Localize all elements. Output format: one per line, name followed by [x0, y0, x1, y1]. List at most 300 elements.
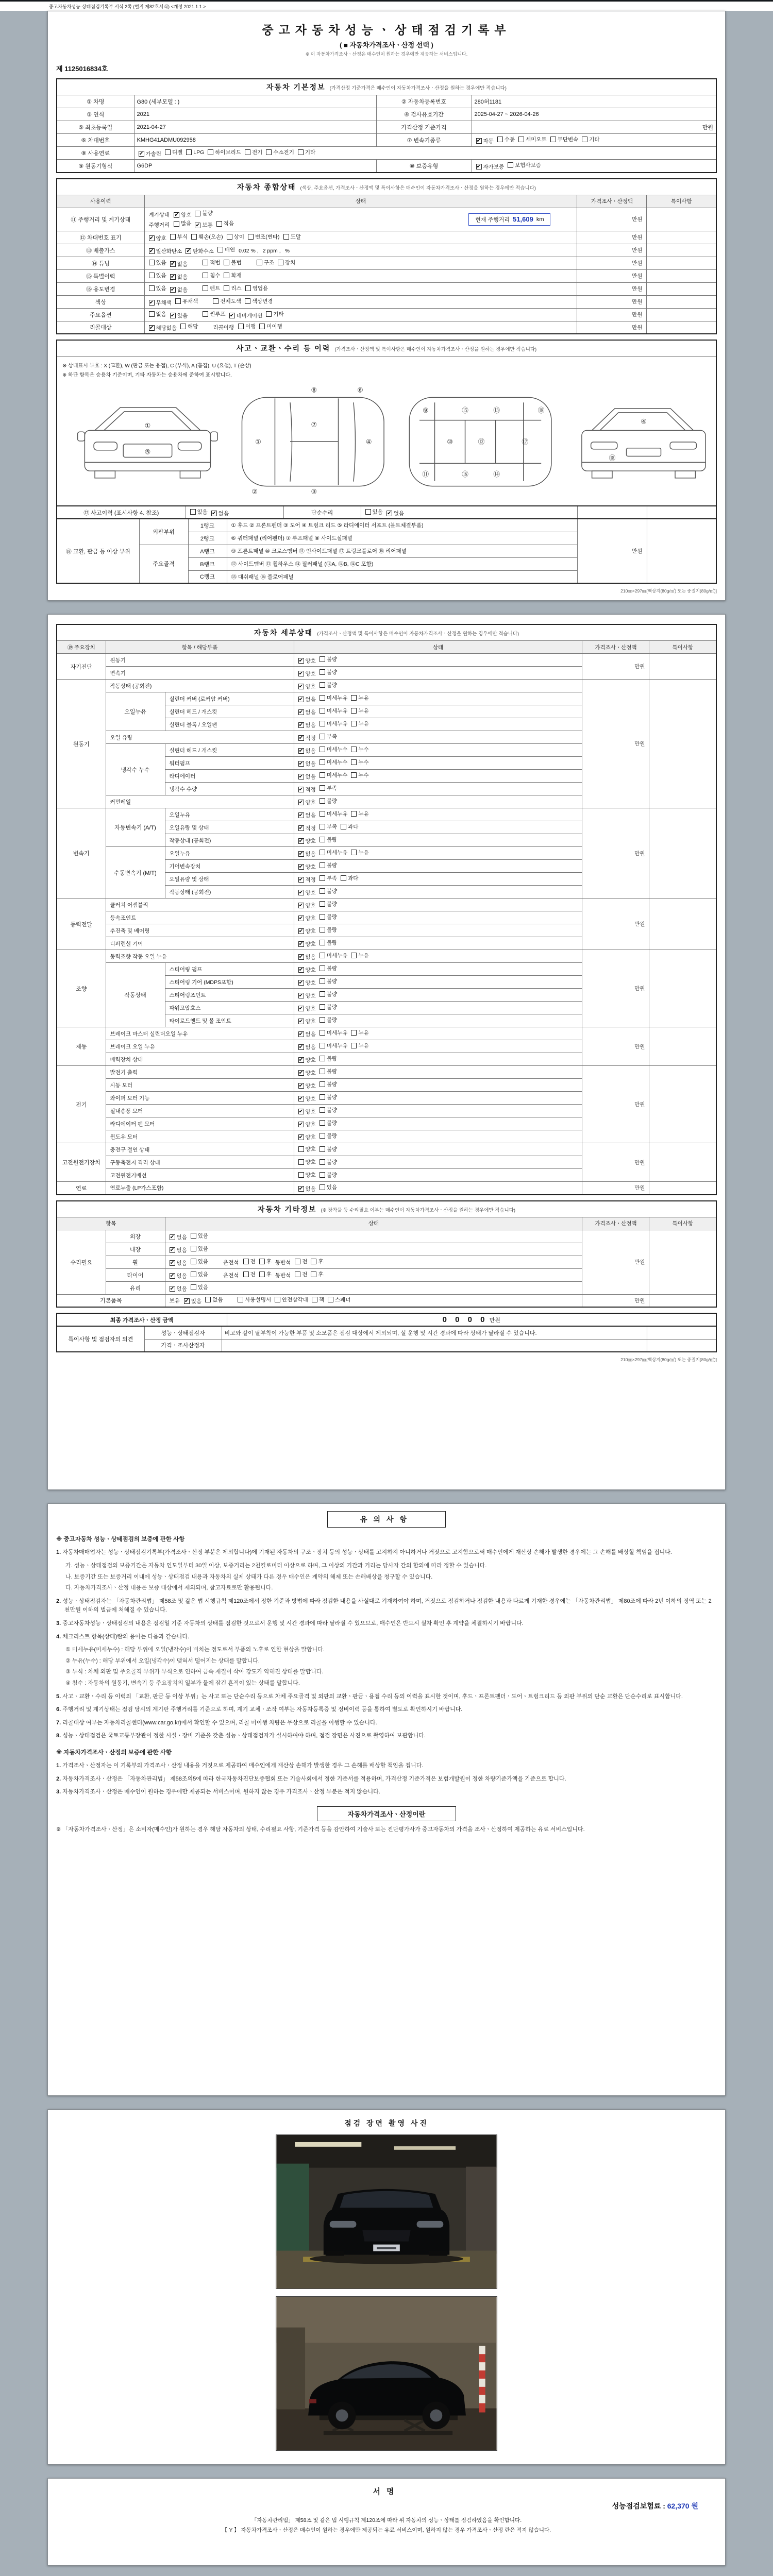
checkbox-option[interactable]: 해당 — [180, 323, 198, 330]
checkbox-option[interactable]: 양호 — [298, 1158, 316, 1166]
checkbox-option[interactable]: 과다 — [341, 874, 358, 882]
device-item: 브레이크 마스터 실린더오일 누유 — [106, 1027, 294, 1040]
state-code-legend: ※ 상태표시 부호 : X (교환), W (판금 또는 용접), C (부식), A (흠집), U (요철), T (손상) — [62, 363, 251, 369]
checkbox-option[interactable]: 전기 — [245, 148, 262, 156]
checkbox-option[interactable]: 있음 — [191, 1258, 208, 1265]
column-header: 상태 — [144, 195, 577, 208]
notice-item: 2. 자동차가격조사ㆍ산정은 「자동차관리법」 제58조의5에 따라 한국자동차진단보증협회 또는 기술사회에서 정한 기준서를 적용하며, 가격산정 기준가격은 보험개발원이 정한 차량기준가액을 기준으로 합니다. — [56, 1775, 566, 1782]
field-value: 2025-04-27 ~ 2026-04-26 — [472, 108, 716, 121]
checkbox-option[interactable]: 화재 — [224, 272, 241, 279]
device-group: 고전원전기장치 — [57, 1143, 106, 1182]
checkbox-option[interactable]: ✔ 없음 — [298, 851, 316, 857]
paper-spec: 210㎜×297㎜[백상지(80g/㎡) 또는 중질지(80g/㎡)] — [620, 588, 717, 594]
checkbox-option[interactable]: 불량 — [320, 990, 337, 998]
checkbox-option[interactable]: 불량 — [320, 1093, 337, 1101]
checkbox-option[interactable]: 누유 — [351, 1029, 368, 1037]
checkbox-option[interactable]: 수동 — [497, 135, 515, 143]
checkbox-option[interactable]: 후 — [311, 1258, 323, 1265]
notice-item: 1. 가격조사ㆍ산정자는 이 기록부의 가격조사ㆍ산정 내용을 거짓으로 제공하여 매수인에게 재산상 손해가 발생한 경우 그 손해를 배상할 책임을 집니다. — [56, 1762, 424, 1769]
rank-group: 주요골격 — [139, 545, 188, 583]
checkbox-option[interactable]: ✔ 없음 — [387, 510, 405, 517]
notice-item: 1. 자동차매매업자는 성능ㆍ상태점검기록부(가격조사ㆍ산정 부분은 제외합니다)에 기재된 자동차의 구조ㆍ장치 등의 성능ㆍ상태를 고지하지 아니하거나 거짓으로 고지함으로써 매수인에게 재산상 손해가 발생한 경우에는 그 손해를 배상할 책임을 집니다. — [56, 1549, 672, 1556]
checkbox-option[interactable]: 있음 — [191, 1270, 208, 1278]
checkbox-option[interactable]: 전체도색 — [213, 297, 241, 305]
checkbox-option[interactable]: ✔ 양호 — [298, 658, 316, 664]
column-header: 사용이력 — [57, 195, 144, 208]
checkbox-option[interactable]: ✔ 양호 — [298, 1006, 316, 1012]
checkbox-option[interactable]: ✔ 양호 — [298, 928, 316, 935]
checkbox-option[interactable]: 불량 — [320, 861, 337, 869]
field-label: ① 차명 — [57, 95, 134, 108]
notice-subitem: 가. 성능ㆍ상태점검의 보증기간은 자동차 인도일부터 30일 이상, 보증거리는 2천킬로미터 이상으로 하며, 그 이상의 기간과 거리는 당사자 간의 합의에 따라 정할 수 있습니다. — [65, 1562, 487, 1569]
device-item: 작동상태 (공회전) — [165, 886, 294, 899]
checkbox-option[interactable]: 미세누유 — [320, 720, 348, 727]
checkbox-option[interactable]: ✔ 양호 — [298, 1096, 316, 1102]
rank-name: C랭크 — [188, 570, 227, 583]
row-label: ⑯ 용도변경 — [57, 282, 144, 295]
checkbox-option[interactable]: ✔ 양호 — [298, 671, 316, 677]
checkbox-option[interactable]: 있음 — [149, 284, 166, 292]
form-page-2 — [47, 614, 726, 1490]
form-reference: 중고자동차성능·상태점검기록부 서식 2쪽 (별지 제82호서식) <개정 2021.1.1.> — [0, 2, 773, 11]
checkbox-option[interactable]: 불량 — [320, 977, 337, 985]
checkbox-option[interactable]: ✔ 양호 — [298, 1134, 316, 1141]
exchange-rank-table: ⑱ 교환, 판금 등 이상 부위 외판부위 1랭크 ① 후드 ② 프론트펜더 ③ 도어 ④ 트렁크 리드 ⑤ 라디에이터 서포트 (볼트체결부품) 만원 2랭크 ⑥ 쿼터패널 (리어펜더) ⑦ 루프패널 ⑧ 사이드실패널 주요골격 A랭크 ⑨ 프론트패널 ⑩ 크로스멤버 ⑪ 인사이드패널 ⑰ 트렁크플로어 ⑱ 리어패널 B랭크 ⑫ 사이드멤버 ⑬ 휠하우스 ⑭ 필러패널 (⑭A, ⑭B, ⑭C 포함) C랭크 ⑮ 대쉬패널 ⑯ 플로어패널 — [56, 518, 717, 584]
device-item: 작동상태 (공회전) — [165, 834, 294, 847]
checkbox-option[interactable]: 디젤 — [165, 148, 182, 156]
rank-items: ⑥ 쿼터패널 (리어펜더) ⑦ 루프패널 ⑧ 사이드실패널 — [227, 532, 577, 545]
device-item: 작동상태 (공회전) — [106, 680, 294, 692]
accident-history-table — [56, 505, 717, 519]
checkbox-option[interactable]: 도말 — [283, 233, 301, 241]
checkbox-option[interactable]: 렌트 — [203, 284, 220, 292]
checkbox-option[interactable]: ✔ 없음 — [298, 1044, 316, 1050]
checkbox-option[interactable]: 미세누수 — [320, 745, 348, 753]
inspection-photo-front — [276, 2134, 497, 2289]
checkbox-option[interactable]: ✔ 없음 — [298, 709, 316, 716]
checkbox-option[interactable]: 있음 — [149, 272, 166, 279]
etc-item: 휠 — [106, 1256, 165, 1268]
checkbox-option[interactable]: 불량 — [320, 1055, 337, 1062]
svg-text:⑱: ⑱ — [537, 406, 545, 414]
checkbox-option[interactable]: 불량 — [320, 1132, 337, 1140]
device-group: 동력전달 — [57, 899, 106, 950]
device-item: 파워고압호스 — [165, 1002, 294, 1014]
row-label: ⑬ 배출가스 — [57, 244, 144, 257]
checkbox-option[interactable]: ✔ 없음 — [171, 286, 188, 293]
device-group: 연료 — [57, 1182, 106, 1195]
checkbox-option[interactable]: 불량 — [320, 913, 337, 921]
checkbox-option[interactable]: ✔ 양호 — [174, 211, 192, 218]
column-header: 항목 / 해당부품 — [106, 641, 294, 654]
checkbox-option[interactable]: 스패너 — [328, 1296, 350, 1303]
column-header: 상태 — [294, 641, 582, 654]
device-group: 제동 — [57, 1027, 106, 1066]
checkbox-option[interactable]: ✔ 없음 — [170, 1260, 187, 1266]
checkbox-option[interactable]: 매연 — [217, 246, 235, 253]
checkbox-option[interactable]: ✔ 없음 — [170, 1273, 187, 1279]
etc-item: 외장 — [106, 1230, 165, 1243]
etc-item: 기본품목 — [57, 1294, 165, 1307]
checkbox-option[interactable]: 부족 — [320, 733, 337, 740]
notice-title: 유의사항 — [327, 1511, 446, 1528]
checkbox-option[interactable]: 색상변경 — [245, 297, 273, 305]
checkbox-option[interactable]: ✔ 없음 — [298, 722, 316, 728]
checkbox-option[interactable]: ✔ 탄화수소 — [186, 248, 214, 255]
checkbox-option[interactable]: 누유 — [351, 952, 368, 959]
checkbox-option[interactable]: 불량 — [320, 1171, 337, 1179]
checkbox-option[interactable]: ✔ 있음 — [184, 1298, 202, 1305]
final-price-unit: 만원 — [489, 1317, 500, 1324]
checkbox-option[interactable]: 누유 — [351, 1042, 368, 1049]
checkbox-option[interactable]: ✔ 있음 — [171, 312, 188, 319]
checkbox-option[interactable]: 있음 — [191, 1283, 208, 1291]
checkbox-option[interactable]: 없음 — [149, 310, 166, 318]
checkbox-option[interactable]: ✔ 없음 — [298, 774, 316, 780]
row-label: 주요옵션 — [57, 308, 144, 321]
checkbox-option[interactable]: 불량 — [320, 1145, 337, 1153]
checkbox-option[interactable]: 기타 — [582, 135, 599, 143]
checkbox-option[interactable]: ✔ 자동 — [476, 138, 494, 144]
checkbox-option[interactable]: ✔ 양호 — [298, 993, 316, 999]
checkbox-option[interactable]: ✔ 일산화탄소 — [149, 248, 182, 255]
checkbox-option[interactable]: LPG — [186, 149, 204, 156]
device-item: 원동기 — [106, 654, 294, 667]
device-item: 윈도우 모터 — [106, 1130, 294, 1143]
checkbox-option[interactable]: 불량 — [320, 797, 337, 805]
checkbox-option[interactable]: 불량 — [320, 836, 337, 843]
row-label: 색상 — [57, 295, 144, 308]
notice-item: 7. 리콜대상 여부는 자동차리콜센터(www.car.go.kr)에서 확인할 수 있으며, 리콜 미이행 차량은 무상으로 리콜을 이행할 수 있습니다. — [56, 1719, 377, 1726]
checkbox-option[interactable]: 잭 — [312, 1296, 324, 1303]
checkbox-option[interactable]: 누유 — [351, 720, 368, 727]
checkbox-option[interactable]: 불량 — [320, 1119, 337, 1127]
checkbox-option[interactable]: ✔ 적정 — [298, 735, 316, 741]
checkbox-option[interactable]: 미세누유 — [320, 1042, 348, 1049]
checkbox-option[interactable]: 기타 — [298, 148, 315, 156]
current-mileage-box: 현재 주행거리 51,609 km — [468, 213, 550, 226]
section-note: (가격조사ㆍ산정액 및 특이사항은 매수인이 자동차가격조사ㆍ산정을 원하는 경우에만 적습니다) — [317, 631, 519, 637]
paper-spec: 210㎜×297㎜[백상지(80g/㎡) 또는 중질지(80g/㎡)] — [620, 1357, 717, 1362]
checkbox-option[interactable]: ✔ 양호 — [298, 864, 316, 870]
checkbox-option[interactable]: 전 — [243, 1258, 256, 1265]
svg-text:⑦: ⑦ — [311, 420, 317, 429]
device-group: 전기 — [57, 1066, 106, 1143]
checkbox-option[interactable]: ✔ 없음 — [298, 761, 316, 767]
checkbox-option[interactable]: ✔ 양호 — [298, 1083, 316, 1089]
checkbox-option[interactable]: ✔ 양호 — [298, 1070, 316, 1076]
checkbox-option[interactable]: 후 — [259, 1258, 272, 1265]
checkbox-option[interactable]: 상이 — [227, 233, 244, 241]
row-label: ⑫ 차대번호 표기 — [57, 231, 144, 244]
legal-note-1: 「자동차관리법」 제58조 및 같은 법 시행규칙 제120조에 따라 위 자동차의 성능ㆍ상태를 점검하였음을 확인합니다. — [251, 2517, 522, 2523]
opinion-text: 비고와 같이 탈부착이 가능한 부품 및 소모품은 점검 대상에서 제외되며, 실 운행 및 시간 경과에 따라 상태가 달라질 수 있습니다. — [222, 1326, 647, 1339]
checkbox-option[interactable]: ✔ 적정 — [298, 877, 316, 883]
checkbox-option[interactable]: 미이행 — [259, 323, 282, 330]
checkbox-option[interactable]: ✔ 양호 — [298, 1122, 316, 1128]
checkbox-option[interactable]: 미세누유 — [320, 707, 348, 715]
checkbox-option[interactable]: 미세누유 — [320, 849, 348, 856]
checkbox-option[interactable]: 전 — [243, 1270, 256, 1278]
checkbox-option[interactable]: ✔ 없음 — [170, 1285, 187, 1292]
svg-text:⑩: ⑩ — [447, 437, 453, 446]
checkbox-option[interactable]: ✔ 네비게이션 — [229, 312, 263, 319]
checkbox-option[interactable]: ✔ 양호 — [298, 684, 316, 690]
checkbox-option[interactable]: 불량 — [320, 668, 337, 676]
checkbox-option[interactable]: ✔ 없음 — [170, 1234, 187, 1241]
checkbox-option[interactable]: 보험사보증 — [508, 161, 541, 169]
checkbox-option[interactable]: ✔ 양호 — [298, 1019, 316, 1025]
checkbox-option[interactable]: 훼손(오손) — [191, 233, 223, 241]
device-item: 오일유량 및 상태 — [165, 873, 294, 886]
checkbox-option[interactable]: 수소전기 — [266, 148, 294, 156]
signature-panel — [47, 2478, 726, 2566]
checkbox-option[interactable]: ✔ 없음 — [298, 954, 316, 960]
rank-name: B랭크 — [188, 557, 227, 570]
checkbox-option[interactable]: ✔ 보통 — [195, 222, 213, 228]
device-item: 스티어링 기어 (MDPS포함) — [165, 976, 294, 989]
section-title: 자동차 기타정보 — [257, 1205, 317, 1213]
checkbox-option[interactable]: 미세누유 — [320, 694, 348, 702]
checkbox-option[interactable]: 불량 — [320, 1158, 337, 1166]
checkbox-option[interactable]: 침수 — [203, 272, 220, 279]
checkbox-option[interactable]: 전 — [295, 1270, 307, 1278]
checkbox-option[interactable]: ✔ 양호 — [298, 980, 316, 986]
device-item: 브레이크 오일 누유 — [106, 1040, 294, 1053]
device-item: 실린더 헤드 / 개스킷 — [165, 705, 294, 718]
checkbox-option[interactable]: ✔ 양호 — [298, 800, 316, 806]
final-price-value — [227, 1313, 716, 1326]
checkbox-option[interactable]: ✔ 양호 — [298, 903, 316, 909]
column-header: 가격조사ㆍ산정액 — [577, 195, 647, 208]
etc-info-table: 자동차 기타정보 (※ 장착물 등 수리필요 여부는 매수인이 자동차가격조사ㆍ산정을 원하는 경우에만 적습니다) 항목 상태 가격조사ㆍ산정액 특이사항 수리필요 외장 ✔ 없음 있음 만원 내장 ✔ 없음 있음 휠 ✔ 없음 있음 운전석 전 후 동반석 전 후 타이어 ✔ 없음 있음 운전석 전 후 동반석 전 후 유리 ✔ 없음 있음 기본품목 보유 ✔ 있음 없음 사용설명서 안전삼각대 잭 스패너 만원 — [56, 1200, 717, 1308]
field-label: ⑩ 보증유형 — [376, 160, 472, 173]
notice-subitem: 다. 자동차가격조사ㆍ산정 내용은 보증 대상에서 제외되며, 참고자료로만 활용됩니다. — [65, 1585, 273, 1591]
checkbox-option[interactable]: 미세누유 — [320, 952, 348, 959]
checkbox-option[interactable]: ✔ 자가보증 — [476, 163, 505, 170]
notice-section-title: ※ 자동차가격조사ㆍ산정의 보증에 관한 사항 — [56, 1749, 172, 1756]
device-item: 변속기 — [106, 667, 294, 680]
notice-subitem: ④ 침수 : 자동차의 원동기, 변속기 등 주요장치의 일부가 물에 잠긴 흔적이 있는 상태를 말합니다. — [65, 1680, 300, 1686]
field-value: 만원 — [472, 121, 716, 134]
checkbox-option[interactable]: ✔ 양호 — [298, 1057, 316, 1063]
field-label: ④ 검사유효기간 — [376, 108, 472, 121]
checkbox-option[interactable]: 구조 — [257, 259, 274, 266]
checkbox-option[interactable]: 미세누유 — [320, 810, 348, 818]
appraiser-label: 가격ㆍ조사산정자 — [144, 1339, 222, 1352]
checkbox-option[interactable]: 변조(변타) — [248, 233, 280, 241]
checkbox-option[interactable]: ✔ 양호 — [298, 967, 316, 973]
checkbox-option[interactable]: 부족 — [320, 823, 337, 831]
checkbox-option[interactable]: 안전삼각대 — [275, 1296, 308, 1303]
field-label: ⑥ 차대번호 — [57, 134, 134, 147]
svg-text:⑬: ⑬ — [493, 406, 500, 414]
checkbox-option[interactable]: ✔ 무채색 — [149, 299, 172, 306]
price-appraisal-definition — [56, 1806, 717, 1835]
checkbox-option[interactable]: 불량 — [320, 1003, 337, 1011]
checkbox-option[interactable]: 사용설명서 — [238, 1296, 271, 1303]
checkbox-option[interactable]: 불량 — [320, 655, 337, 663]
section-title: 사고ㆍ교환ㆍ수리 등 이력 — [236, 344, 331, 352]
field-label: ② 자동차등록번호 — [376, 95, 472, 108]
inspection-premium — [56, 2501, 698, 2511]
checkbox-option[interactable]: 불량 — [320, 1106, 337, 1114]
checkbox-option[interactable]: 불량 — [320, 1067, 337, 1075]
svg-text:⑱: ⑱ — [609, 454, 616, 462]
checkbox-option[interactable]: 양호 — [298, 1171, 316, 1179]
checkbox-option[interactable]: 부족 — [320, 784, 337, 792]
svg-text:⑭: ⑭ — [493, 470, 500, 478]
checkbox-option[interactable]: 없음 — [205, 1296, 223, 1303]
checkbox-option[interactable]: ✔ 양호 — [298, 890, 316, 896]
checkbox-option[interactable]: ✔ 없음 — [298, 812, 316, 819]
checkbox-option[interactable]: 양호 — [298, 1145, 316, 1153]
checkbox-option[interactable]: ✔ 적정 — [298, 787, 316, 793]
checkbox-option[interactable]: 부족 — [320, 874, 337, 882]
checkbox-option[interactable]: 부식 — [170, 233, 188, 241]
section-title: 자동차 종합상태 — [237, 182, 296, 191]
checkbox-option[interactable]: 있음 — [149, 259, 166, 266]
checkbox-option[interactable]: 불량 — [320, 1016, 337, 1024]
checkbox-option[interactable]: 있음 — [191, 1245, 208, 1252]
device-item: 오일유량 및 상태 — [165, 821, 294, 834]
checkbox-option[interactable]: 있음 — [190, 508, 208, 516]
checkbox-option[interactable]: 불량 — [195, 209, 212, 218]
checkbox-option[interactable]: ✔ 양호 — [298, 941, 316, 947]
detail-table: 자동차 세부상태 (가격조사ㆍ산정액 및 특이사항은 매수인이 자동차가격조사ㆍ산정을 원하는 경우에만 적습니다) ⑲ 주요장치 항목 / 해당부품 상태 가격조사ㆍ산정액 특이사항 자기진단 원동기 ✔ 양호 불량 만원 변속기 ✔ 양호 불량 원동기 작동상태 (공회전) ✔ 양호 불량 만원 오일누유 실린더 커버 (로커암 커버) ✔ 없음 미세누유 누유 실린더 헤드 / 개스킷 ✔ 없음 미세누유 누유 실린더 블록 / 오일팬 ✔ 없음 미세누유 누유 오일 유량 ✔ 적정 부족 냉각수 누수 실린더 헤드 / 개스킷 ✔ 없음 미세누수 누수 워터펌프 ✔ 없음 미세누수 누수 라디에이터 ✔ 없음 미세누수 누수 냉각수 수량 ✔ 적정 부족 커먼레일 ✔ 양호 불량 변속기 자동변속기 (A/T) 오일누유 ✔ 없음 미세누유 누유 만원 오일유량 및 상태 ✔ 적정 부족 과다 작동상태 (공회전) ✔ 양호 불량 수동변속기 (M/T) 오일누유 ✔ 없음 미세누유 누유 기어변속장치 ✔ 양호 불량 오일유량 및 상태 ✔ 적정 부족 과다 작동상태 (공회전) ✔ 양호 불량 동력전달 클러치 어셈블리 ✔ 양호 불량 만원 등속조인트 ✔ 양호 불량 추진축 및 베어링 ✔ 양호 불량 디퍼렌셜 기어 ✔ 양호 불량 조향 동력조향 작동 오일 누유 ✔ 없음 미세누유 누유 만원 작동상태 스티어링 펌프 ✔ 양호 불량 스티어링 기어 (MDPS포함) ✔ 양호 불량 스티어링조인트 ✔ 양호 불량 파워고압호스 ✔ 양호 불량 타이로드엔드 및 볼 조인트 ✔ 양호 불량 제동 브레이크 마스터 실린더오일 누유 ✔ 없음 미세누유 누유 만원 브레이크 오일 누유 ✔ 없음 미세누유 누유 배력장치 상태 ✔ 양호 불량 전기 발전기 출력 ✔ 양호 불량 만원 시동 모터 ✔ 양호 불량 와이퍼 모터 기능 ✔ 양호 불량 실내송풍 모터 ✔ 양호 불량 라디에이터 팬 모터 ✔ 양호 불량 윈도우 모터 ✔ 양호 불량 고전원전기장치 충전구 절연 상태 양호 불량 만원 구동축전지 격리 상태 양호 불량 고전원전기배선 양호 불량 연료 연료누출 (LP가스포함) ✔ 없음 있음 만원 — [56, 624, 717, 1195]
checkbox-option[interactable]: ✔ 없음 — [298, 1031, 316, 1038]
checkbox-option[interactable]: 무단변속 — [550, 135, 579, 143]
row-label: 리콜대상 — [57, 321, 144, 334]
checkbox-option[interactable]: ✔ 해당없음 — [149, 325, 177, 332]
checkbox-option[interactable]: 불량 — [320, 887, 337, 895]
svg-text:①: ① — [144, 421, 151, 430]
checkbox-option[interactable]: 불량 — [320, 964, 337, 972]
checkbox-option[interactable]: ✔ 양호 — [298, 916, 316, 922]
notice-subitem: ② 누유(누수) : 해당 부위에서 오일(냉각수)이 맺혀서 떨어지는 상태를 말합니다. — [65, 1657, 260, 1664]
checkbox-option[interactable]: 누수 — [351, 771, 368, 779]
checkbox-option[interactable]: 리스 — [224, 284, 241, 292]
rank-items: ① 후드 ② 프론트펜더 ③ 도어 ④ 트렁크 리드 ⑤ 라디에이터 서포트 (볼트체결부품) — [227, 519, 577, 532]
photos-panel — [47, 2109, 726, 2465]
final-price-label: 최종 가격조사ㆍ산정 금액 — [57, 1313, 227, 1326]
checkbox-option[interactable]: ✔ 없음 — [171, 261, 188, 267]
device-item: 등속조인트 — [106, 911, 294, 924]
checkbox-option[interactable]: 영업용 — [245, 284, 268, 292]
svg-text:④: ④ — [641, 417, 647, 426]
checkbox-option[interactable]: 있음 — [320, 1183, 337, 1191]
checkbox-option[interactable]: 불량 — [320, 1080, 337, 1088]
checkbox-option[interactable]: ✔ 가솔린 — [139, 151, 161, 157]
checkbox-option[interactable]: 누유 — [351, 849, 368, 856]
checkbox-option[interactable]: 불량 — [320, 900, 337, 908]
final-price-table — [56, 1313, 717, 1327]
document-title: 중고자동차성능ㆍ상태점검기록부 — [262, 23, 511, 37]
checkbox-option[interactable]: ✔ 적정 — [298, 825, 316, 832]
checkbox-option[interactable]: ✔ 없음 — [171, 274, 188, 280]
checkbox-option[interactable]: 이행 — [238, 323, 256, 330]
checkbox-option[interactable]: 누유 — [351, 694, 368, 702]
device-group: 자기진단 — [57, 654, 106, 680]
section-note: (색상, 주요옵션, 가격조사ㆍ산정액 및 특이사항은 매수인이 자동차가격조사ㆍ산정을 원하는 경우에만 적습니다) — [300, 185, 536, 191]
checkbox-option[interactable]: ✔ 양호 — [298, 838, 316, 844]
rank-items: ⑨ 프론트패널 ⑩ 크로스멤버 ⑪ 인사이드패널 ⑰ 트렁크플로어 ⑱ 리어패널 — [227, 545, 577, 557]
field-value: 280허1181 — [472, 95, 716, 108]
checkbox-option[interactable]: 전 — [295, 1258, 307, 1265]
column-header: 특이사항 — [649, 641, 716, 654]
definition-box-text: ※ 「자동차가격조사ㆍ산정」은 소비자(매수인)가 원하는 경우 해당 자동차의 상태, 수리필요 사항, 기준가격 등을 감안하여 기술사 또는 진단평가사가 중고자동차의 가격을 조사ㆍ산정하여 제공하는 유료 서비스입니다. — [56, 1826, 585, 1833]
premium-amount: 62,370 원 — [667, 2502, 698, 2510]
device-item: 연료누출 (LP가스포함) — [106, 1182, 294, 1195]
svg-text:⑨: ⑨ — [423, 406, 429, 414]
checkbox-option[interactable]: 후 — [311, 1270, 323, 1278]
checkbox-option[interactable]: 불량 — [320, 939, 337, 946]
checkbox-option[interactable]: 많음 — [174, 219, 191, 228]
checkbox-option[interactable]: 불량 — [320, 926, 337, 934]
checkbox-option[interactable]: 세미오토 — [518, 135, 547, 143]
rank-items: ⑮ 대쉬패널 ⑯ 플로어패널 — [227, 570, 577, 583]
field-value — [472, 134, 716, 147]
checkbox-option[interactable]: 미세누유 — [320, 1029, 348, 1037]
checkbox-option[interactable]: ✔ 없음 — [170, 1247, 187, 1253]
device-item: 충전구 절연 상태 — [106, 1143, 294, 1156]
checkbox-option[interactable]: ✔ 없음 — [212, 510, 229, 517]
checkbox-option[interactable]: 기타 — [266, 310, 283, 318]
checkbox-option[interactable]: 있음 — [365, 508, 383, 516]
checkbox-option[interactable]: 미세누수 — [320, 771, 348, 779]
notice-panel — [47, 1503, 726, 2096]
checkbox-option[interactable]: 과다 — [341, 823, 358, 831]
rank-name: 2랭크 — [188, 532, 227, 545]
checkbox-option[interactable]: 누유 — [351, 810, 368, 818]
checkbox-option[interactable]: 불법 — [224, 259, 241, 266]
device-group: 변속기 — [57, 808, 106, 899]
checkbox-option[interactable]: 적음 — [216, 219, 234, 228]
checkbox-option[interactable]: ✔ 없음 — [298, 1185, 316, 1192]
checkbox-option[interactable]: 누수 — [351, 758, 368, 766]
field-label: ⑤ 최초등록일 — [57, 121, 134, 134]
field-value — [472, 160, 716, 173]
device-item: 추진축 및 베어링 — [106, 924, 294, 937]
checkbox-option[interactable]: 썬루프 — [203, 310, 225, 318]
notice-subitem: ③ 부식 : 차체 외판 및 주요골격 부위가 부식으로 인하여 금속 재질이 삭아 강도가 약해진 상태를 말합니다. — [65, 1669, 324, 1675]
notice-subitem: ① 미세누유(미세누수) : 해당 부위에 오일(냉각수)이 비치는 정도로서 부품의 노후로 인한 현상을 말합니다. — [65, 1647, 325, 1653]
checkbox-option[interactable]: 유채색 — [175, 297, 198, 305]
rank-name: 1랭크 — [188, 519, 227, 532]
checkbox-option[interactable]: ✔ 없음 — [298, 748, 316, 754]
column-header: 항목 — [57, 1217, 165, 1230]
notice-item: 6. 주행거리 및 계기상태는 점검 당시의 계기판 주행거리를 기준으로 하며, 계기 교체ㆍ조작 여부는 자동차등록증 및 정비이력 등을 통하여 별도로 확인하시기 바랍니다. — [56, 1706, 463, 1713]
section-note: (※ 장착물 등 수리필요 여부는 매수인이 자동차가격조사ㆍ산정을 원하는 경우에만 적습니다) — [321, 1207, 516, 1213]
checkbox-option[interactable]: 미세누수 — [320, 758, 348, 766]
checkbox-option[interactable]: 장치 — [278, 259, 295, 266]
checkbox-option[interactable]: ✔ 없음 — [298, 697, 316, 703]
device-group: 원동기 — [57, 680, 106, 808]
checkbox-option[interactable]: 적법 — [203, 259, 220, 266]
checkbox-option[interactable]: 있음 — [191, 1232, 208, 1240]
device-item: 스티어링 펌프 — [165, 963, 294, 976]
checkbox-option[interactable]: 누수 — [351, 745, 368, 753]
checkbox-option[interactable]: ✔ 양호 — [298, 1109, 316, 1115]
checkbox-option[interactable]: 하이브리드 — [208, 148, 241, 156]
checkbox-option[interactable]: ✔ 양호 — [149, 235, 166, 242]
legal-note-2: 【 Y 】 자동차가격조사ㆍ산정은 매수인이 원하는 경우에만 제공되는 유료 서비스이며, 원하지 않는 경우 가격조사ㆍ산정 란은 적지 않습니다. — [222, 2527, 551, 2533]
diagram-note: ※ 하단 항목은 승용차 기준이며, 기타 자동차는 승용차에 준하여 표시합니다. — [62, 372, 232, 378]
device-item: 냉각수 수량 — [165, 783, 294, 795]
checkbox-option[interactable]: 불량 — [320, 681, 337, 689]
checkbox-option[interactable]: 후 — [259, 1270, 272, 1278]
checkbox-option[interactable]: 누유 — [351, 707, 368, 715]
